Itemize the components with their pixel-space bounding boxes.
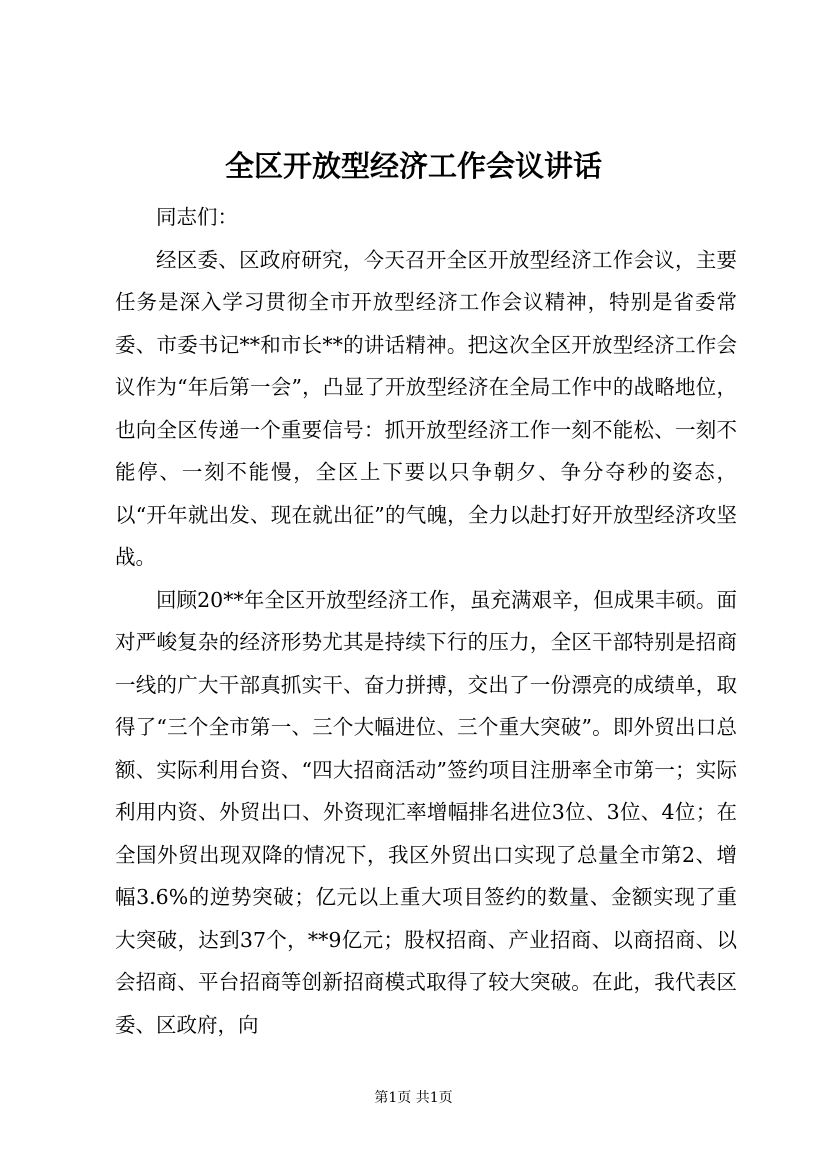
paragraph-1: 经区委、区政府研究，今天召开全区开放型经济工作会议，主要任务是深入学习贯彻全市开放型经济工作会议精神，特别是省委常委、市委书记**和市长**的讲话精神。把这次全区开放型经济工作会议作为“年后第一会”，凸显了开放型经济在全局工作中的战略地位，也向全区传递一个重要信号：抓开放型经济工作一刻不能松、一刻不能停、一刻不能慢，全区上下要以只争朝夕、争分夺秒的姿态，以“开年就出发、现在就出征”的气魄，全力以赴打好开放型经济攻坚战。 bbox=[115, 247, 737, 569]
greeting: 同志们： bbox=[156, 205, 238, 229]
document-body bbox=[115, 196, 737, 1046]
paragraph-2: 回顾20**年全区开放型经济工作，虽充满艰辛，但成果丰硕。面对严峻复杂的经济形势尤其是持续下行的压力，全区干部特别是招商一线的广大干部真抓实干、奋力拼搏，交出了一份漂亮的成绩单，取得了“三个全市第一、三个大幅进位、三个重大突破”。即外贸出口总额、实际利用台资、“四大招商活动”签约项目注册率全市第一；实际利用内资、外贸出口、外资现汇率增幅排名进位3位、3位、4位；在全国外贸出现双降的情况下，我区外贸出口实现了总量全市第2、增幅3.6%的逆势突破；亿元以上重大项目签约的数量、金额实现了重大突破，达到37个，**9亿元；股权招商、产业招商、以商招商、以会招商、平台招商等创新招商模式取得了较大突破。在此，我代表区委、区政府，向 bbox=[115, 587, 737, 1037]
document-title: 全区开放型经济工作会议讲话 bbox=[224, 149, 602, 183]
page-footer: 第1页 共1页 bbox=[374, 1090, 453, 1106]
